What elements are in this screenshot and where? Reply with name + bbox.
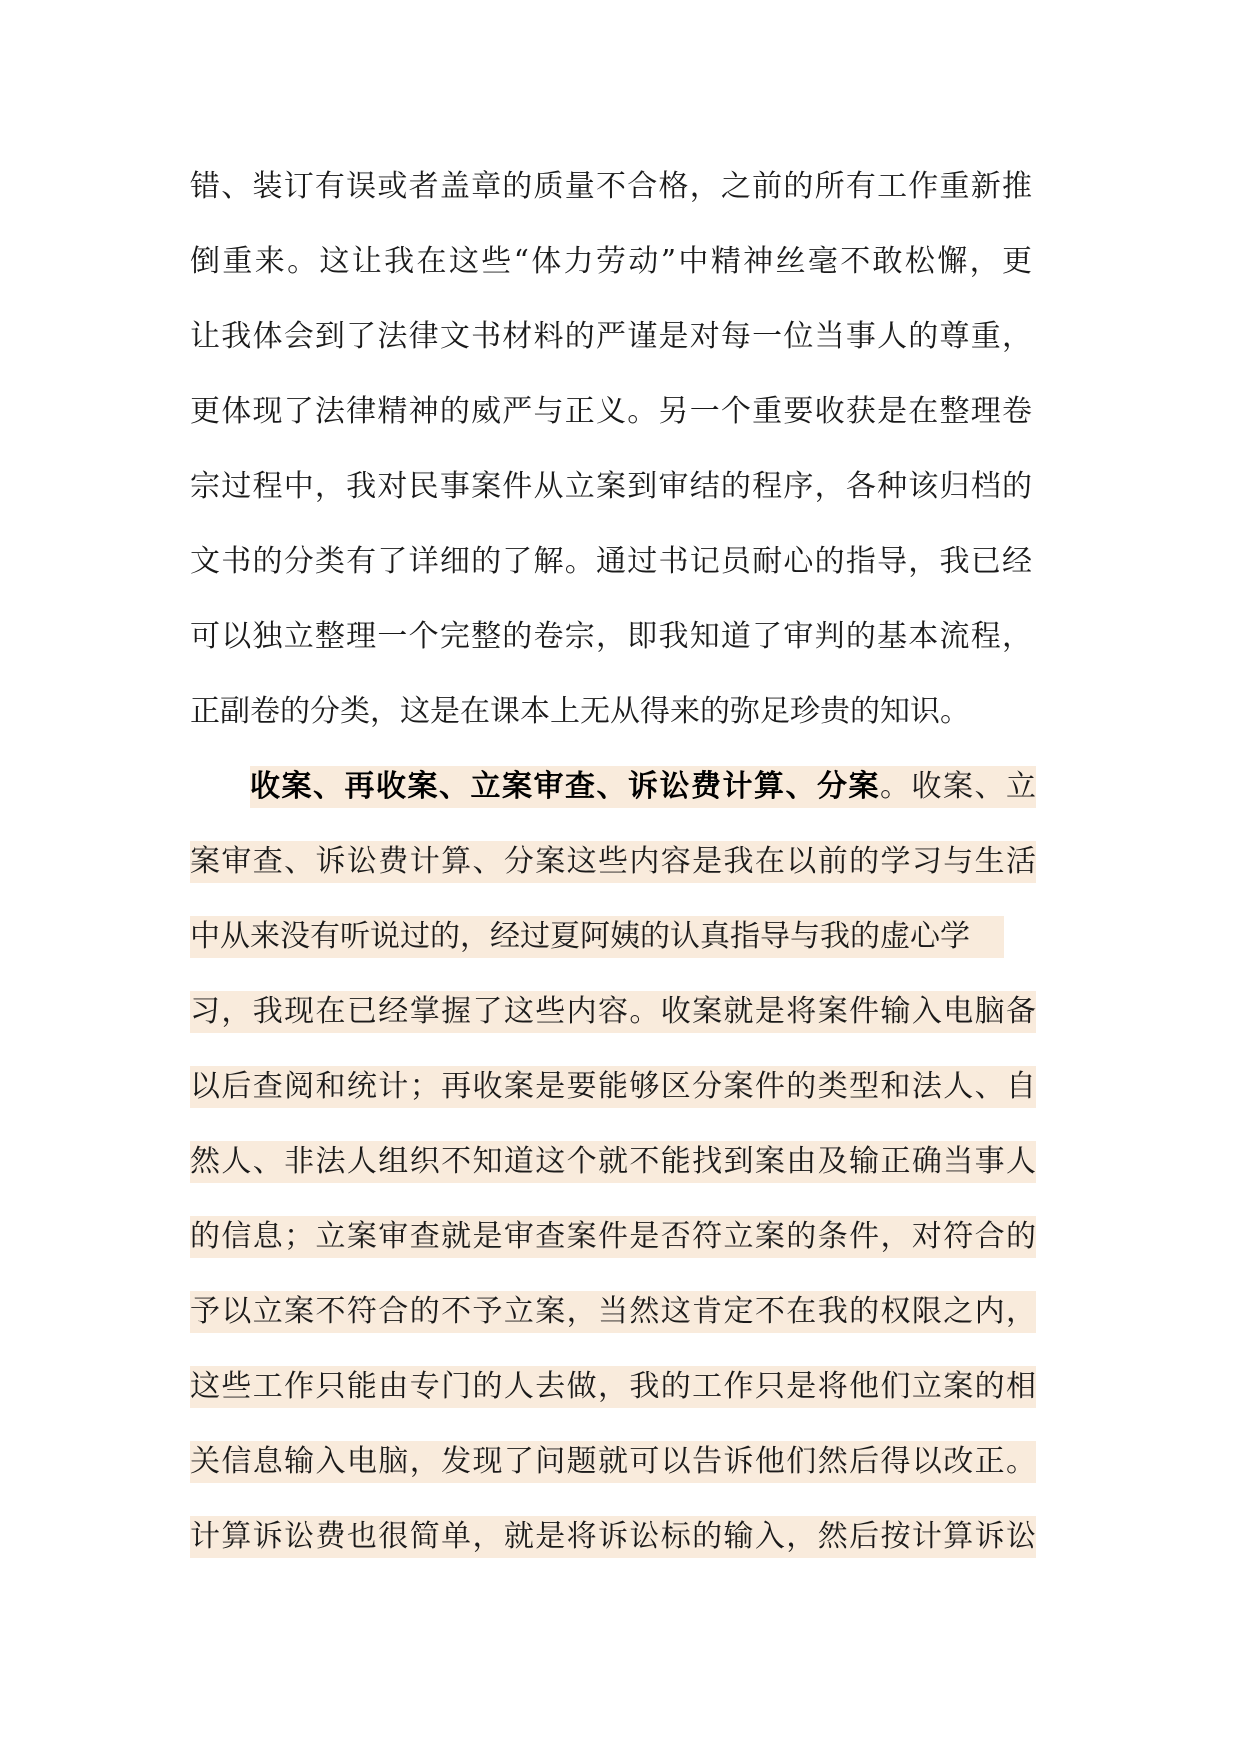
paragraph-line: 错、装订有误或者盖章的质量不合格，之前的所有工作重新推 bbox=[190, 169, 1032, 204]
highlighted-line: 关信息输入电脑，发现了问题就可以告诉他们然后得以改正。 bbox=[190, 1441, 1036, 1483]
highlighted-line: 计算诉讼费也很简单，就是将诉讼标的输入，然后按计算诉讼 bbox=[190, 1516, 1036, 1558]
highlighted-paragraph-first-line bbox=[250, 766, 1036, 808]
highlighted-line: 的信息；立案审查就是审查案件是否符立案的条件，对符合的 bbox=[190, 1216, 1036, 1258]
highlighted-line: 然人、非法人组织不知道这个就不能找到案由及输正确当事人 bbox=[190, 1141, 1036, 1183]
heading-trailing-text: 。收案、立 bbox=[880, 769, 1036, 804]
highlighted-line: 以后查阅和统计；再收案是要能够区分案件的类型和法人、自 bbox=[190, 1066, 1036, 1108]
section-heading: 收案、再收案、立案审查、诉讼费计算、分案 bbox=[250, 769, 880, 804]
paragraph-line: 文书的分类有了详细的了解。通过书记员耐心的指导，我已经 bbox=[190, 544, 1032, 579]
highlighted-line: 这些工作只能由专门的人去做，我的工作只是将他们立案的相 bbox=[190, 1366, 1036, 1408]
paragraph-line: 让我体会到了法律文书材料的严谨是对每一位当事人的尊重， bbox=[190, 319, 1032, 354]
highlighted-line: 予以立案不符合的不予立案，当然这肯定不在我的权限之内， bbox=[190, 1291, 1036, 1333]
highlighted-line: 中从来没有听说过的，经过夏阿姨的认真指导与我的虚心学 bbox=[190, 916, 1004, 958]
paragraph-line: 可以独立整理一个完整的卷宗，即我知道了审判的基本流程， bbox=[190, 619, 1032, 654]
paragraph-line: 宗过程中，我对民事案件从立案到审结的程序，各种该归档的 bbox=[190, 469, 1032, 504]
paragraph-line: 倒重来。这让我在这些“体力劳动”中精神丝毫不敢松懈，更 bbox=[190, 244, 1032, 279]
highlighted-line: 习，我现在已经掌握了这些内容。收案就是将案件输入电脑备 bbox=[190, 991, 1036, 1033]
highlighted-line: 案审查、诉讼费计算、分案这些内容是我在以前的学习与生活 bbox=[190, 841, 1036, 883]
paragraph-line: 更体现了法律精神的威严与正义。另一个重要收获是在整理卷 bbox=[190, 394, 1032, 429]
paragraph-line: 正副卷的分类，这是在课本上无从得来的弥足珍贵的知识。 bbox=[190, 694, 970, 729]
